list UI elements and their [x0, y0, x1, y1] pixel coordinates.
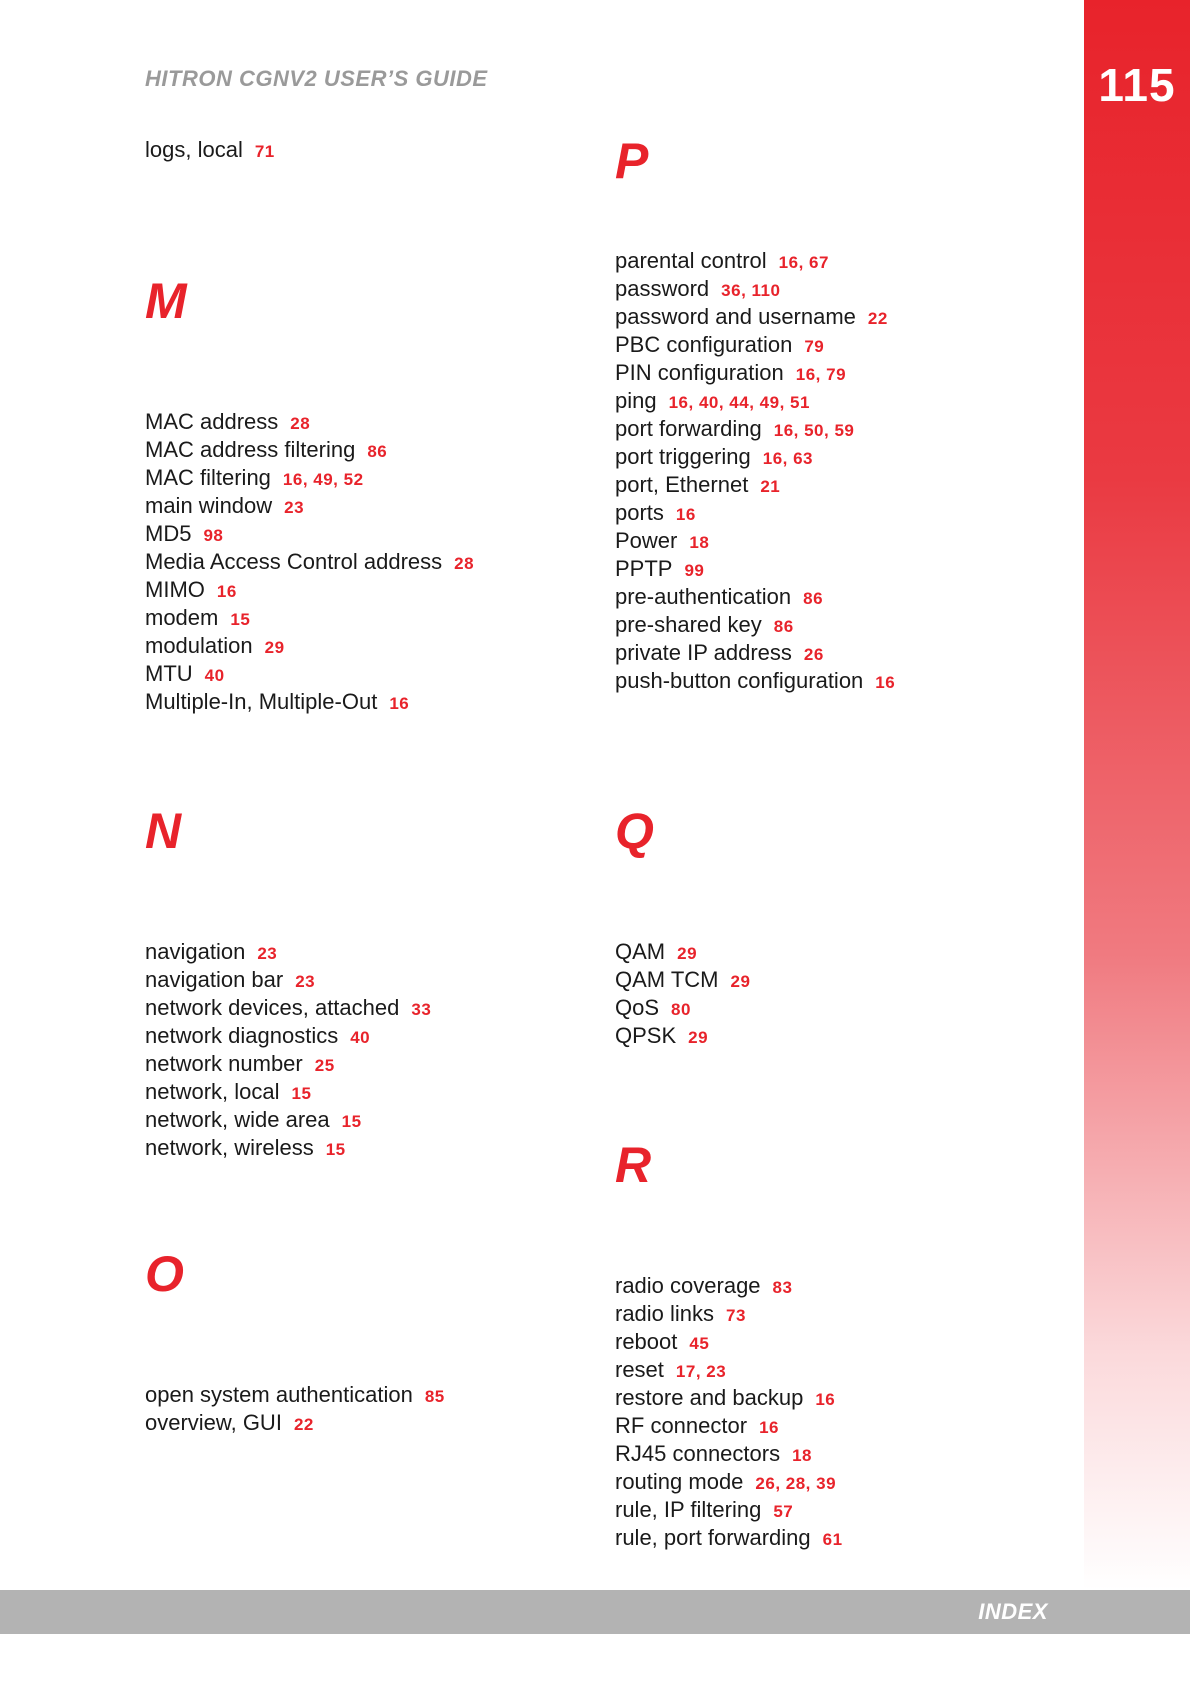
index-entry — [615, 667, 1055, 695]
index-entry — [145, 1050, 585, 1078]
index-term: MAC address filtering — [145, 437, 356, 462]
section-letter: M — [145, 273, 187, 329]
index-pages: 29 — [688, 1028, 709, 1047]
index-pages: 73 — [726, 1306, 746, 1325]
index-entry — [145, 966, 585, 994]
index-term: network number — [145, 1051, 303, 1076]
index-pages: 28 — [290, 414, 311, 433]
index-pages: 16, 67 — [778, 253, 829, 272]
index-term: network diagnostics — [145, 1023, 339, 1048]
index-pages: 29 — [264, 638, 285, 657]
index-term: MAC filtering — [145, 465, 271, 490]
index-term: network, local — [145, 1079, 280, 1104]
index-entry — [145, 688, 585, 716]
index-term: pre-shared key — [615, 612, 762, 637]
index-pages: 33 — [411, 1000, 432, 1019]
index-term: navigation — [145, 939, 246, 964]
section-letter: P — [615, 133, 649, 189]
index-entry — [615, 303, 1055, 331]
index-term: QPSK — [615, 1023, 677, 1048]
index-term: reset — [615, 1357, 664, 1382]
index-pages: 85 — [424, 1387, 445, 1406]
index-pages: 16, 79 — [795, 365, 847, 384]
index-entry — [615, 1328, 1055, 1356]
index-term: parental control — [615, 248, 767, 273]
index-pages: 29 — [730, 972, 751, 991]
index-section-p — [615, 133, 1055, 695]
index-entry — [615, 359, 1055, 387]
index-term: navigation bar — [145, 967, 284, 992]
index-entry — [615, 1412, 1055, 1440]
index-entry — [145, 938, 585, 966]
index-entry — [615, 527, 1055, 555]
index-term: ports — [615, 500, 664, 525]
index-term: network, wireless — [145, 1135, 314, 1160]
index-entry — [145, 548, 585, 576]
index-pages: 26, 28, 39 — [755, 1474, 837, 1493]
footer-bar — [0, 1590, 1190, 1634]
index-term: QoS — [615, 995, 660, 1020]
index-pages: 86 — [367, 442, 388, 461]
index-entry — [615, 1384, 1055, 1412]
index-pages: 16 — [216, 582, 237, 601]
index-entry — [145, 1078, 585, 1106]
index-term: port triggering — [615, 444, 751, 469]
index-pages: 71 — [254, 142, 275, 161]
index-pages: 25 — [314, 1056, 335, 1075]
index-pages: 16 — [815, 1390, 836, 1409]
index-entry — [615, 555, 1055, 583]
index-entry — [145, 1381, 585, 1409]
index-pages: 15 — [341, 1112, 362, 1131]
index-term: Media Access Control address — [145, 549, 443, 574]
index-term: MIMO — [145, 577, 205, 602]
index-pages: 36, 110 — [721, 281, 781, 300]
index-pages: 16, 63 — [762, 449, 814, 468]
index-pages: 18 — [792, 1446, 813, 1465]
index-entry — [145, 1409, 585, 1437]
index-entry — [145, 1022, 585, 1050]
index-term: modulation — [145, 633, 253, 658]
index-entry — [145, 408, 585, 436]
index-term: rule, IP filtering — [615, 1497, 762, 1522]
index-pages: 15 — [291, 1084, 312, 1103]
index-term: QAM TCM — [615, 967, 719, 992]
index-pages: 26 — [803, 645, 824, 664]
footer-label: INDEX — [978, 1599, 1048, 1624]
index-pages: 16, 40, 44, 49, 51 — [668, 393, 810, 412]
index-term: PPTP — [615, 556, 673, 581]
index-pages: 21 — [760, 477, 781, 496]
index-pages: 86 — [803, 589, 824, 608]
index-pages: 99 — [684, 561, 705, 580]
index-entry — [615, 1440, 1055, 1468]
index-top-entries — [145, 136, 585, 164]
index-term: Multiple-In, Multiple-Out — [145, 689, 378, 714]
index-term: reboot — [615, 1329, 678, 1354]
index-pages: 23 — [284, 498, 305, 517]
index-entry — [615, 966, 1055, 994]
index-entry — [145, 632, 585, 660]
index-entry — [145, 464, 585, 492]
index-pages: 23 — [295, 972, 316, 991]
index-term: logs, local — [145, 137, 243, 162]
index-term: MTU — [145, 661, 193, 686]
index-pages: 16, 49, 52 — [282, 470, 364, 489]
index-entry — [615, 331, 1055, 359]
index-pages: 15 — [230, 610, 251, 629]
index-entry — [615, 639, 1055, 667]
index-term: password and username — [615, 304, 856, 329]
index-entry — [145, 660, 585, 688]
index-entry — [615, 1300, 1055, 1328]
index-pages: 23 — [257, 944, 278, 963]
index-pages: 28 — [454, 554, 475, 573]
section-letter: O — [145, 1246, 184, 1302]
index-pages: 98 — [203, 526, 224, 545]
index-pages: 16 — [389, 694, 410, 713]
index-entry — [145, 136, 585, 164]
index-term: PBC configuration — [615, 332, 793, 357]
header-title: HITRON CGNV2 USER’S GUIDE — [145, 66, 488, 91]
index-entry — [615, 583, 1055, 611]
side-color-band — [1084, 0, 1190, 1590]
index-pages: 57 — [773, 1502, 794, 1521]
index-entry — [615, 611, 1055, 639]
index-term: rule, port forwarding — [615, 1525, 811, 1550]
index-section-m — [145, 273, 585, 716]
index-term: radio coverage — [615, 1273, 761, 1298]
index-pages: 22 — [867, 309, 888, 328]
index-entry — [145, 994, 585, 1022]
index-pages: 16, 50, 59 — [773, 421, 855, 440]
index-pages: 16 — [675, 505, 696, 524]
index-entry — [145, 520, 585, 548]
index-section-o — [145, 1246, 585, 1437]
index-entry — [615, 1468, 1055, 1496]
index-pages: 79 — [804, 337, 825, 356]
index-pages: 40 — [350, 1028, 371, 1047]
section-letter: Q — [615, 803, 654, 859]
index-term: overview, GUI — [145, 1410, 282, 1435]
index-entry — [615, 1272, 1055, 1300]
index-term: PIN configuration — [615, 360, 784, 385]
index-pages: 40 — [204, 666, 225, 685]
index-term: routing mode — [615, 1469, 744, 1494]
index-term: radio links — [615, 1301, 715, 1326]
index-term: RJ45 connectors — [615, 1441, 781, 1466]
index-pages: 17, 23 — [675, 1362, 727, 1381]
index-term: private IP address — [615, 640, 792, 665]
index-term: push-button configuration — [615, 668, 864, 693]
index-entry — [615, 1356, 1055, 1384]
index-pages: 18 — [689, 533, 710, 552]
index-entry — [615, 1022, 1055, 1050]
index-entry — [615, 994, 1055, 1022]
index-term: port forwarding — [615, 416, 762, 441]
index-entry — [615, 247, 1055, 275]
index-section-n — [145, 803, 585, 1162]
index-pages: 22 — [293, 1415, 314, 1434]
index-term: network devices, attached — [145, 995, 400, 1020]
index-term: pre-authentication — [615, 584, 792, 609]
index-entry — [615, 443, 1055, 471]
index-pages: 16 — [759, 1418, 779, 1437]
index-entry — [145, 604, 585, 632]
index-entry — [145, 1106, 585, 1134]
index-entry — [615, 387, 1055, 415]
index-term: password — [615, 276, 710, 301]
index-term: RF connector — [615, 1413, 748, 1438]
index-term: main window — [145, 493, 273, 518]
index-entry — [145, 1134, 585, 1162]
index-pages: 29 — [677, 944, 698, 963]
index-term: MAC address — [145, 409, 279, 434]
index-term: MD5 — [145, 521, 192, 546]
index-entry — [615, 1496, 1055, 1524]
index-entry — [615, 499, 1055, 527]
index-pages: 45 — [689, 1334, 710, 1353]
index-pages: 16 — [875, 673, 896, 692]
section-letter: N — [145, 803, 182, 859]
index-term: modem — [145, 605, 219, 630]
index-entry — [615, 415, 1055, 443]
index-entry — [145, 492, 585, 520]
index-entry — [615, 938, 1055, 966]
index-pages: 83 — [772, 1278, 793, 1297]
index-term: restore and backup — [615, 1385, 804, 1410]
index-term: QAM — [615, 939, 666, 964]
section-letter: R — [615, 1137, 652, 1193]
index-pages: 80 — [671, 1000, 691, 1019]
index-pages: 86 — [773, 617, 794, 636]
index-entry — [615, 471, 1055, 499]
index-entry — [615, 275, 1055, 303]
index-term: Power — [615, 528, 678, 553]
index-term: network, wide area — [145, 1107, 330, 1132]
index-entry — [145, 576, 585, 604]
index-entry — [145, 436, 585, 464]
index-entry — [615, 1524, 1055, 1552]
index-section-q — [615, 803, 1055, 1050]
index-term: ping — [615, 388, 657, 413]
index-pages: 61 — [822, 1530, 843, 1549]
page-number: 115 — [1098, 59, 1176, 111]
index-term: port, Ethernet — [615, 472, 749, 497]
index-section-r — [615, 1137, 1055, 1552]
index-pages: 15 — [325, 1140, 346, 1159]
index-term: open system authentication — [145, 1382, 413, 1407]
